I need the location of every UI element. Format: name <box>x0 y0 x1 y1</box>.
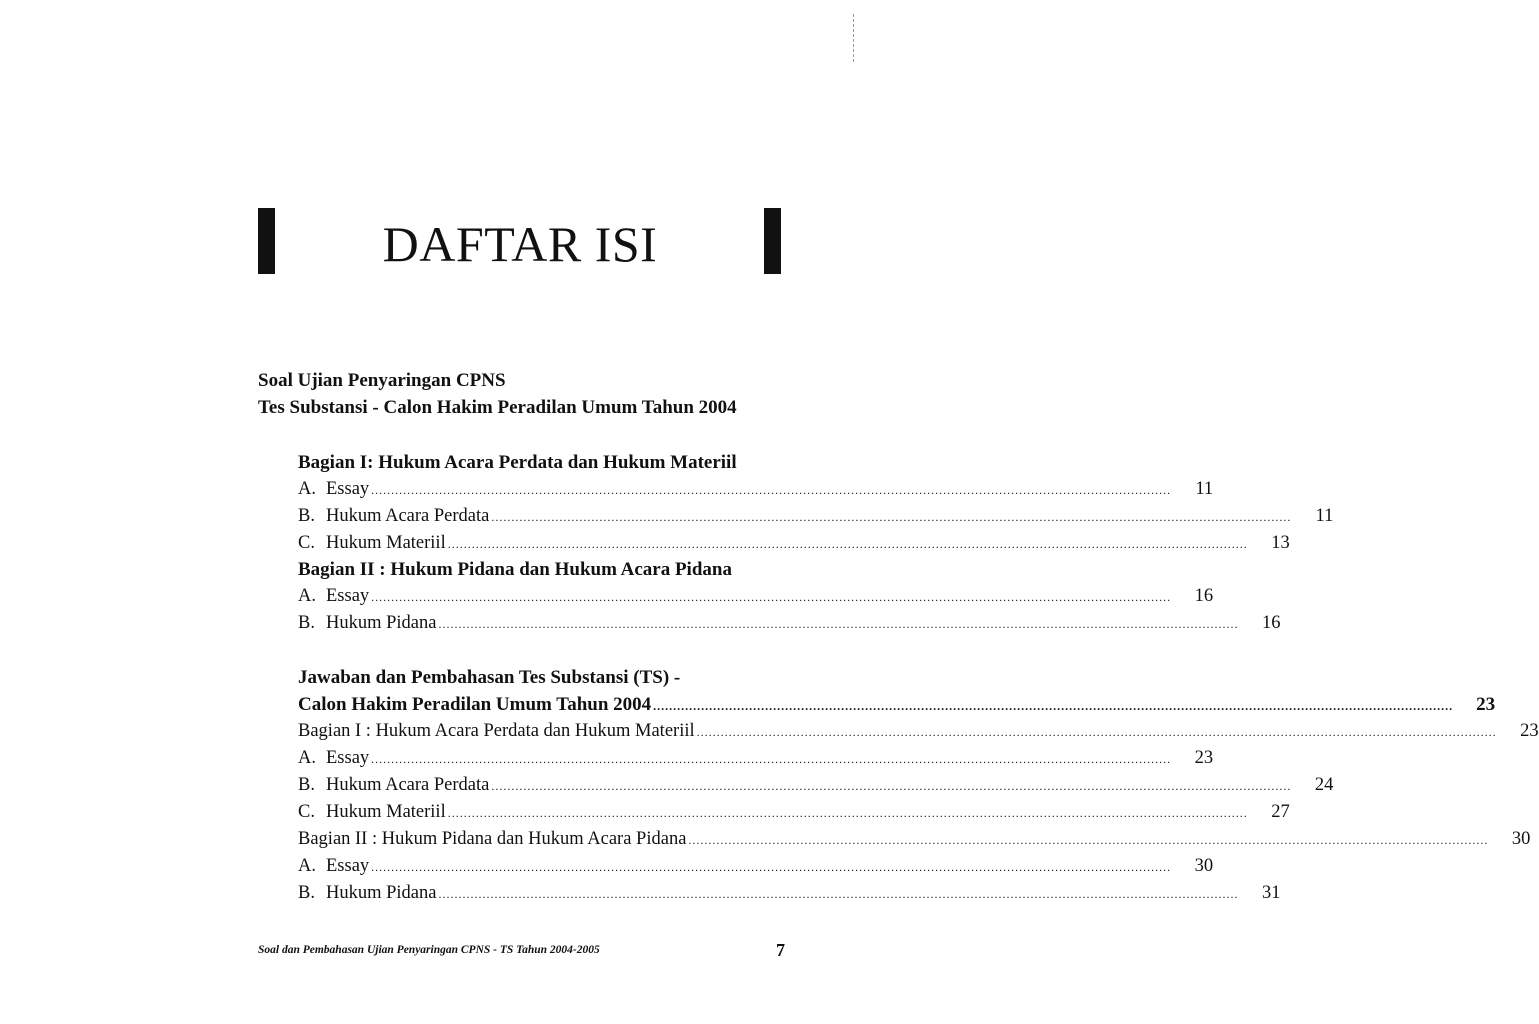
toc-label: Hukum Pidana <box>326 613 437 633</box>
toc-entry[interactable] <box>298 880 1281 907</box>
toc-page-number: 16 <box>1194 586 1214 606</box>
toc-label: Hukum Acara Perdata <box>326 775 490 795</box>
toc-page-number: 27 <box>1271 802 1290 822</box>
part1-heading <box>298 449 737 476</box>
toc-label: Bagian I : Hukum Acara Perdata dan Hukum Materiil <box>298 721 695 741</box>
toc-letter: A. <box>298 586 316 606</box>
toc-letter: C. <box>298 533 315 553</box>
toc-page-number: 16 <box>1261 613 1281 633</box>
dot-leader: ........................................................................................................................................................................................................ <box>438 887 1239 901</box>
answers-heading <box>298 664 680 691</box>
dot-leader: ........................................................................................................................................................................................................ <box>371 483 1172 497</box>
toc-entry[interactable] <box>298 503 1334 530</box>
intro-line-2: Tes Substansi - Calon Hakim Peradilan Umum Tahun 2004 <box>258 397 737 418</box>
toc-label: Essay <box>326 479 370 499</box>
toc-entry[interactable] <box>298 745 1214 772</box>
dot-leader: ........................................................................................................................................................................................................ <box>688 833 1489 847</box>
toc-letter: B. <box>298 883 315 903</box>
toc-entry[interactable] <box>298 476 1214 503</box>
answers-heading-line-1: Jawaban dan Pembahasan Tes Substansi (TS) - <box>298 667 681 688</box>
running-footer: Soal dan Pembahasan Ujian Penyaringan CPNS - TS Tahun 2004-2005 <box>258 944 600 956</box>
toc-entry-answers[interactable] <box>298 691 1496 718</box>
toc-page-number: 23 <box>1476 694 1496 715</box>
toc-letter: A. <box>298 748 316 768</box>
toc-page-number: 31 <box>1261 883 1281 903</box>
toc-label: Essay <box>326 586 370 606</box>
toc-entry[interactable] <box>298 853 1214 880</box>
dot-leader: ........................................................................................................................................................................................................ <box>653 699 1454 713</box>
toc-letter: B. <box>298 613 315 633</box>
page-title: DAFTAR ISI <box>382 216 658 272</box>
toc-page-number: 23 <box>1520 721 1539 741</box>
toc-page-number: 30 <box>1511 829 1531 849</box>
toc-label: Essay <box>326 748 370 768</box>
toc-letter: A. <box>298 479 316 499</box>
toc-page-number: 13 <box>1271 533 1290 553</box>
toc-page-number: 24 <box>1314 775 1334 795</box>
toc-label: Calon Hakim Peradilan Umum Tahun 2004 <box>298 694 652 715</box>
toc-label: Hukum Pidana <box>326 883 437 903</box>
dot-leader: ........................................................................................................................................................................................................ <box>447 537 1248 551</box>
title-bar-right <box>764 208 781 274</box>
dot-leader: ........................................................................................................................................................................................................ <box>447 806 1248 820</box>
dot-leader: ........................................................................................................................................................................................................ <box>371 860 1172 874</box>
toc-entry[interactable] <box>298 530 1290 557</box>
toc-entry[interactable] <box>298 610 1281 637</box>
toc-label: Bagian II : Hukum Pidana dan Hukum Acara Pidana <box>298 829 687 849</box>
toc-letter: B. <box>298 775 315 795</box>
intro-line-1: Soal Ujian Penyaringan CPNS <box>258 370 506 391</box>
dot-leader: ........................................................................................................................................................................................................ <box>491 779 1292 793</box>
toc-entry[interactable] <box>298 772 1334 799</box>
intro-heading <box>258 367 737 421</box>
toc-letter: A. <box>298 856 316 876</box>
toc-letter: C. <box>298 802 315 822</box>
dot-leader: ........................................................................................................................................................................................................ <box>371 752 1172 766</box>
dot-leader: ........................................................................................................................................................................................................ <box>438 617 1239 631</box>
toc-page-number: 30 <box>1194 856 1214 876</box>
part2-heading-text: Bagian II : Hukum Pidana dan Hukum Acara Pidana <box>298 559 732 580</box>
margin-mark <box>853 14 855 62</box>
title-bar-left <box>258 208 275 274</box>
toc-letter: B. <box>298 506 315 526</box>
toc-label: Hukum Materiil <box>326 802 446 822</box>
dot-leader: ........................................................................................................................................................................................................ <box>491 510 1292 524</box>
part2-heading <box>298 556 732 583</box>
toc-label: Hukum Acara Perdata <box>326 506 490 526</box>
toc-label: Hukum Materiil <box>326 533 446 553</box>
dot-leader: ........................................................................................................................................................................................................ <box>696 725 1497 739</box>
toc-entry[interactable] <box>298 583 1214 610</box>
toc-entry[interactable] <box>298 718 1539 745</box>
dot-leader: ........................................................................................................................................................................................................ <box>371 590 1172 604</box>
toc-page-number: 23 <box>1194 748 1214 768</box>
toc-entry[interactable] <box>298 799 1290 826</box>
toc-page-number: 11 <box>1195 479 1214 499</box>
toc-entry[interactable] <box>298 826 1531 853</box>
toc-label: Essay <box>326 856 370 876</box>
page-number: 7 <box>776 940 785 960</box>
part1-heading-text: Bagian I: Hukum Acara Perdata dan Hukum Materiil <box>298 452 737 473</box>
toc-page-number: 11 <box>1315 506 1334 526</box>
